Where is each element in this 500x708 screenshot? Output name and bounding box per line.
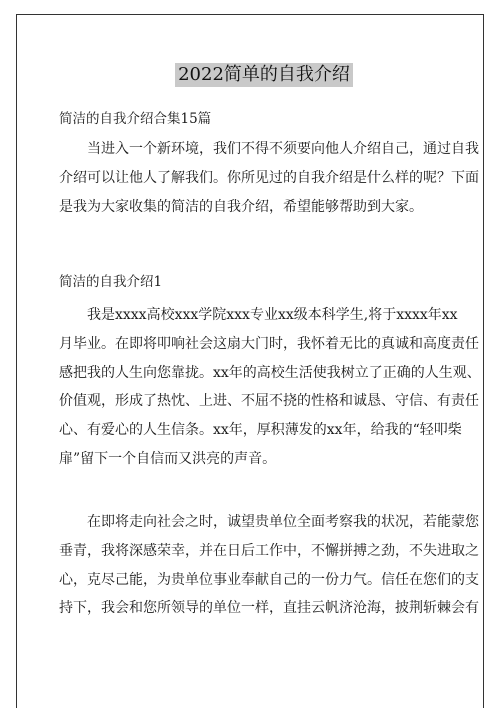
paragraph-line: 当进入一个新环境，我们不得不须要向他人介绍自己，通过自我 [87, 141, 479, 157]
paragraph-line: 持下，我会和您所领导的单位一样，直挂云帆济沧海，披荆斩棘会有 [59, 600, 479, 617]
paragraph-line: 感把我的人生向您靠拢。xx年的高校生活使我树立了正确的人生观、 [59, 364, 481, 381]
paragraph-line: 垂青，我将深感荣幸，并在日后工作中，不懈拼搏之劲，不失进取之 [59, 542, 479, 559]
paragraph-line: 月毕业。在即将叩响社会这扇大门时，我怀着无比的真诚和高度责任 [59, 335, 479, 352]
paragraph-line: 价值观，形成了热忱、上进、不屈不挠的性格和诚恳、守信、有责任 [59, 393, 479, 410]
paragraph-line: 在即将走向社会之时，诚望贵单位全面考察我的状况，若能蒙您 [87, 514, 479, 530]
collection-heading: 简洁的自我介绍合集15篇 [59, 111, 212, 127]
paragraph-line: 心，克尽己能，为贵单位事业奉献自己的一份力气。信任在您们的支 [59, 571, 479, 588]
intro-paragraph [59, 135, 479, 221]
paragraph-line: 扉”留下一个自信而又洪亮的声音。 [59, 450, 277, 467]
paragraph-line: 介绍可以让他人了解我们。你所见过的自我介绍是什么样的呢？下面 [59, 169, 479, 186]
paragraph-2 [59, 508, 479, 623]
title-wrapper [59, 63, 469, 87]
paragraph-line: 我是xxxx高校xxx学院xxx专业xx级本科学生,将于xxxx年xx [87, 307, 458, 323]
paragraph-line: 心、有爱心的人生信条。xx年，厚积薄发的xx年，给我的“轻叩柴 [59, 422, 462, 439]
paragraph-1 [59, 301, 481, 474]
section-heading: 简洁的自我介绍1 [59, 274, 163, 290]
document-page [16, 14, 484, 708]
document-title: 2022简单的自我介绍 [175, 63, 353, 87]
paragraph-line: 是我为大家收集的简洁的自我介绍，希望能够帮助到大家。 [59, 198, 423, 215]
